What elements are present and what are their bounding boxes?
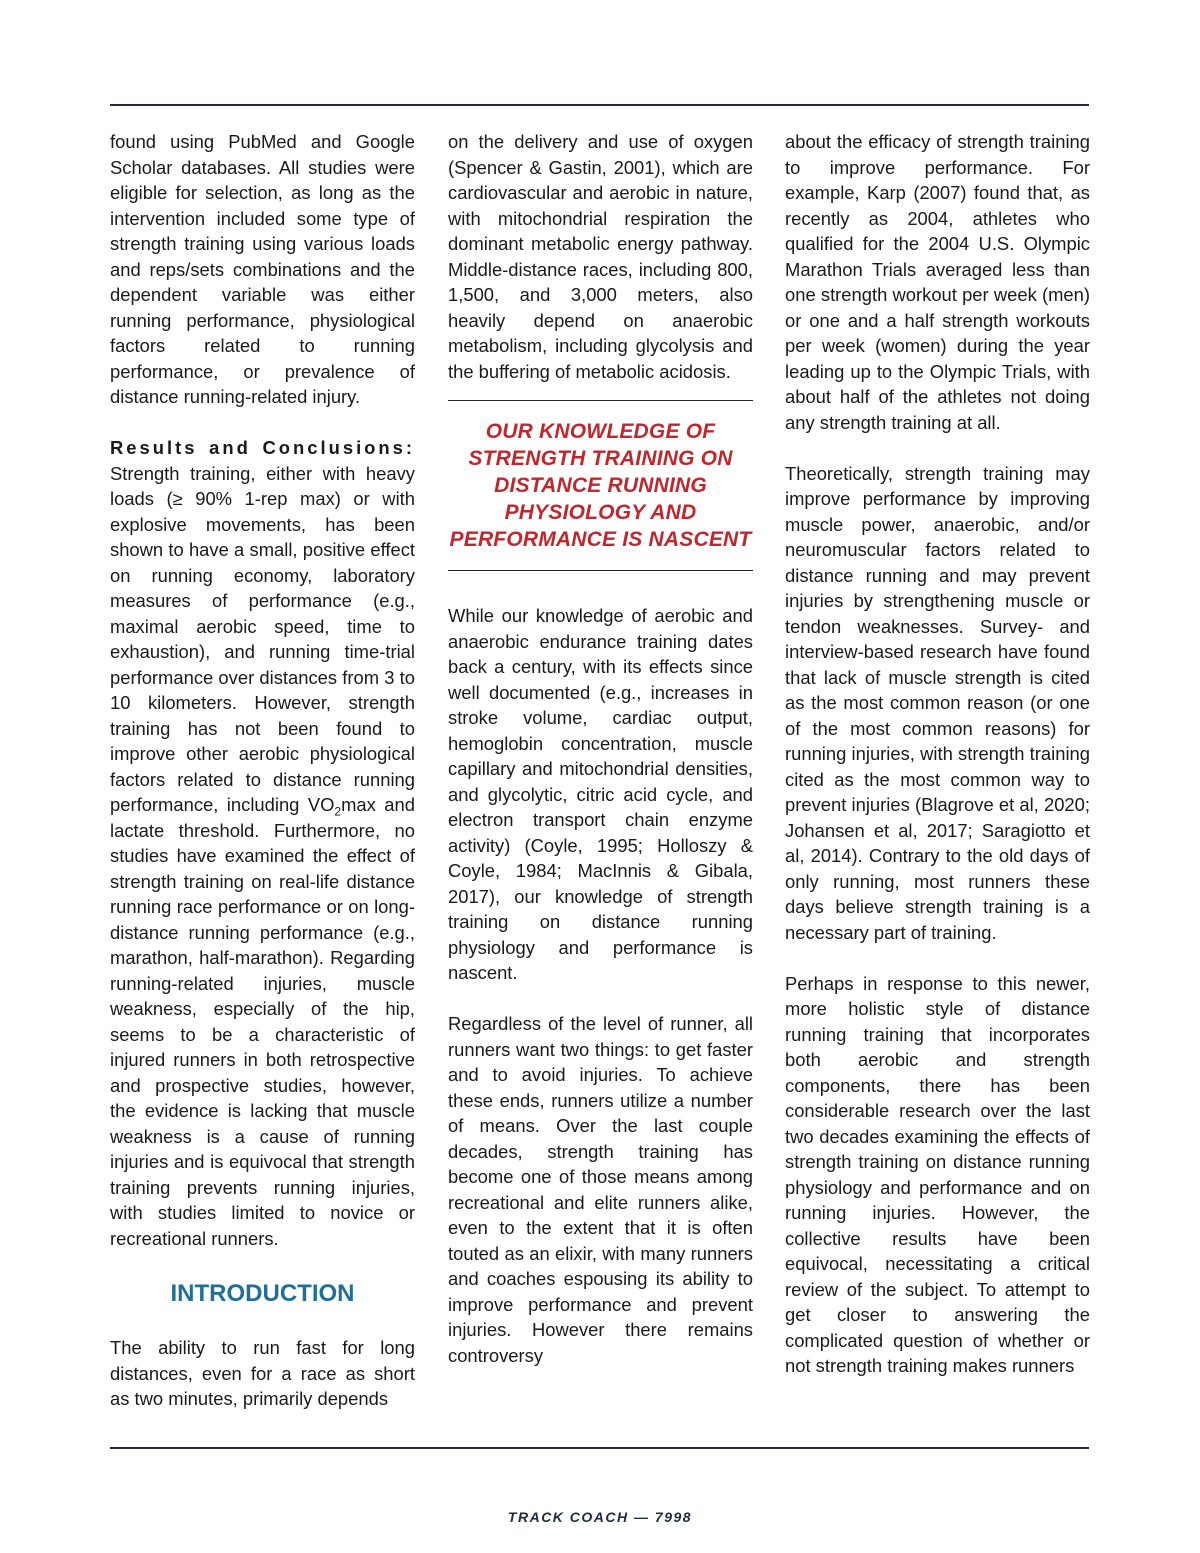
bottom-rule xyxy=(110,1447,1089,1449)
paragraph-theory: Theoretically, strength training may improve performance by improving muscle power, anaerobic, and/or neuromuscular factors related to distance running and may prevent injuries by strengthening muscle or tendon weaknesses. Survey- and interview-based research have found that lack of muscle strength is cited as the most common reason (or one of the most common reasons) for running injuries, with strength training cited as the most common way to prevent injuries (Blagrove et al, 2020; Johansen et al, 2017; Saragiotto et al, 2014). Contrary to the old days of only running, most runners these days believe strength training is a necessary part of training. xyxy=(785,462,1090,943)
paragraph-holistic: Perhaps in response to this newer, more holistic style of distance running training that incorporates both aerobic and strength components, there has been considerable research over the last two decades examining the effects of strength training on distance running physiology and performance and on running injuries. However, the collective results have been equivocal, necessitating a critical review of the subject. To attempt to get closer to answering the complicated question of whether or not strength training makes runners xyxy=(785,972,1090,1376)
pull-quote xyxy=(448,400,753,571)
paragraph-results xyxy=(110,461,415,1252)
paragraph-methods-end: found using PubMed and Google Scholar databases. All studies were eligible for selection, as long as the intervention included some type of strength training using various loads and reps/sets combinations and the dependent variable was either running performance, physiological factors related to running performance, or prevalence of distance running-related injury. xyxy=(110,131,415,407)
top-rule xyxy=(110,104,1089,106)
column-3 xyxy=(785,129,1090,1379)
page-footer: TRACK COACH — 7998 xyxy=(507,1509,693,1525)
results-text-a: Strength training, either with heavy loads (≥ 90% 1-rep max) or with explosive movements, has been shown to have a small, positive effect on running economy, laboratory measures of performance (e.g., maximal aerobic speed, time to exhaustion), and running time-trial performance over distances from 3 to 10 kilometers. However, strength training has not been found to improve other aerobic physiological factors related to distance running performance, including VO xyxy=(110,462,415,815)
paragraph-knowledge: While our knowledge of aerobic and anaerobic endurance training dates back a century, with its effects since well documented (e.g., increases in stroke volume, cardiac output, hemoglobin concentration, muscle capillary and mitochondrial densities, and glycolytic, citric acid cycle, and electron transport chain enzyme activity) (Coyle, 1995; Holloszy & Coyle, 1984; MacInnis & Gibala, 2017), our knowledge of strength training on distance running physiology and performance is nascent. xyxy=(448,605,753,983)
paragraph-runners: Regardless of the level of runner, all runners want two things: to get faster and to avoid injuries. To achieve these ends, runners utilize a number of means. Over the last couple decades, strength training has become one of those means among recreational and elite runners alike, even to the extent that it is often touted as an elixir, with many runners and coaches espousing its ability to improve performance and prevent injuries. However there remains controversy xyxy=(448,1013,753,1366)
paragraph-oxygen: on the delivery and use of oxygen (Spencer & Gastin, 2001), which are cardiovascular and aerobic in nature, with mitochondrial respiration the dominant metabolic energy pathway. Middle-distance races, including 800, 1,500, and 3,000 meters, also heavily depend on anaerobic metabolism, including glycolysis and the buffering of metabolic acidosis. xyxy=(448,131,753,382)
results-heading: Results and Conclusions: xyxy=(110,437,415,458)
column-2 xyxy=(448,129,753,1368)
paragraph-efficacy: about the efficacy of strength training to improve performance. For example, Karp (2007) found that, as recently as 2004, athletes who qualified for the 2004 U.S. Olympic Marathon Trials averaged less than one strength workout per week (men) or one and a half strength workouts per week (women) during the year leading up to the Olympic Trials, with about half of the athletes not doing any strength training at all. xyxy=(785,131,1090,433)
vo2-subscript: 2 xyxy=(334,804,342,819)
paragraph-intro: The ability to run fast for long distances, even for a race as short as two minutes, primarily depends xyxy=(110,1337,415,1409)
column-1 xyxy=(110,129,415,1412)
introduction-heading: INTRODUCTION xyxy=(170,1280,355,1307)
results-text-b: max and lactate threshold. Furthermore, no studies have examined the effect of strength training on real-life distance running race performance or on long-distance running performance (e.g., marathon, half-marathon). Regarding running-related injuries, muscle weakness, especially of the hip, seems to be a characteristic of injured runners in both retrospective and prospective studies, however, the evidence is lacking that muscle weakness is a cause of running injuries and is equivocal that strength training prevents running injuries, with studies limited to novice or recreational runners. xyxy=(110,794,415,1249)
pull-quote-text: OUR KNOWLEDGE OF STRENGTH TRAINING ON DISTANCE RUNNING PHYSIOLOGY AND PERFORMANCE IS NASCENT xyxy=(449,420,752,551)
